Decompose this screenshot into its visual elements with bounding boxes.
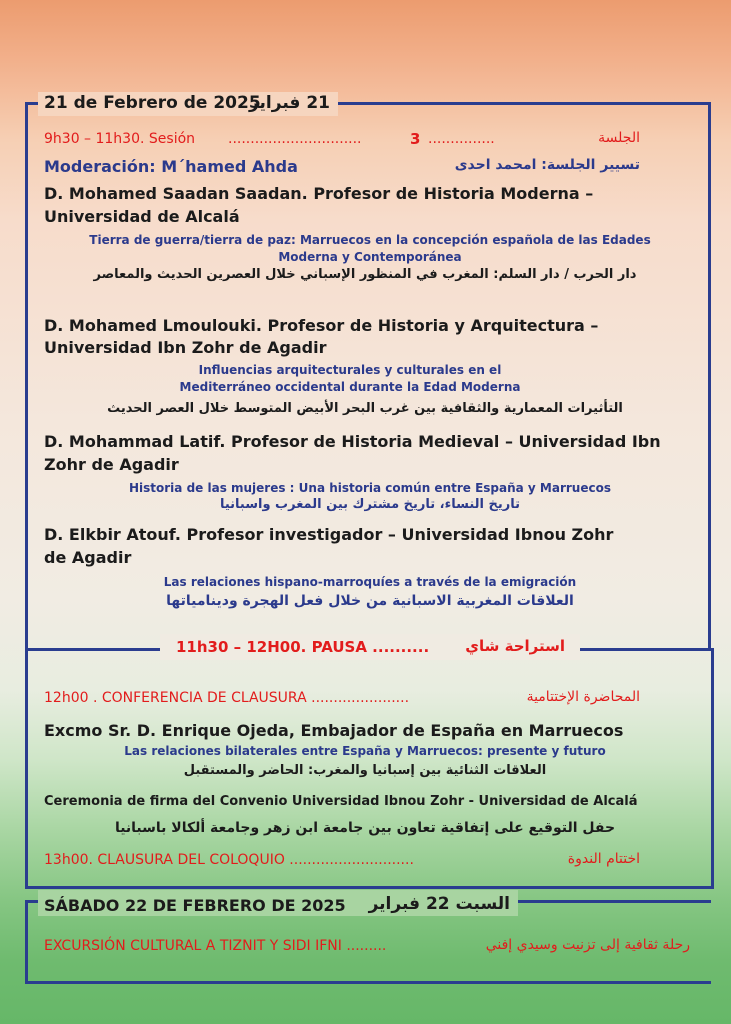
speaker-3-title-ar: تاريخ النساء، تاريخ مشترك بين المغرب واسبانيا: [219, 497, 521, 512]
speaker-1-title-ar: دار الحرب / دار السلم: المغرب في المنظور الإسباني خلال العصرين الحديث والمعاصر: [93, 267, 637, 282]
speaker-3-name-line2: Zohr de Agadir: [44, 455, 179, 474]
session-number: 3: [410, 130, 421, 148]
session-dots-es: ..............................: [228, 131, 362, 147]
session-dots-ar: ...............: [428, 131, 495, 147]
speaker-1-name-line2: Universidad de Alcalá: [44, 207, 240, 226]
speaker-3-name-line1: D. Mohammad Latif. Profesor de Historia Medieval – Universidad Ibn: [44, 432, 661, 451]
day2-header-es: SÁBADO 22 DE FEBRERO DE 2025: [44, 896, 346, 915]
speaker-4-name-line1: D. Elkbir Atouf. Profesor investigador – Universidad Ibnou Zohr: [44, 525, 614, 544]
session-label-ar: الجلسة: [598, 130, 640, 146]
closing-conf-es: 12h00 . CONFERENCIA DE CLAUSURA ......................: [44, 690, 410, 706]
excursion-ar: رحلة ثقافية إلى تزنيت وسيدي إفني: [485, 937, 690, 953]
excursion-es: EXCURSIÓN CULTURAL A TIZNIT Y SIDI IFNI .........: [44, 938, 387, 954]
closing-conf-ar: المحاضرة الإختتامية: [526, 689, 640, 705]
ceremony-ar: حفل التوقيع على إتفاقية تعاون بين جامعة ابن زهر وجامعة ألكالا باسبانيا: [114, 820, 616, 836]
speaker-2-title-es-line1: Influencias arquitecturales y culturales en el: [198, 363, 502, 377]
speaker-4-name-line2: de Agadir: [44, 548, 132, 567]
day1-header-ar: 21 فبراير: [248, 93, 330, 113]
speaker-3-title-es-line1: Historia de las mujeres : Una historia común entre España y Marruecos: [128, 481, 611, 495]
clausura-ar: اختتام الندوة: [567, 851, 640, 867]
day2-header-ar: السبت 22 فبراير: [368, 894, 510, 914]
ambassador-name: Excmo Sr. D. Enrique Ojeda, Embajador de España en Marruecos: [44, 721, 624, 740]
speaker-4-title-ar: العلاقات المغربية الاسبانية من خلال فعل الهجرة وديناميات‍ها: [166, 593, 574, 609]
speaker-1-title-es-line2: Moderna y Contemporánea: [278, 250, 462, 264]
speaker-2-name-line2: Universidad Ibn Zohr de Agadir: [44, 338, 327, 357]
speaker-2-name-line1: D. Mohamed Lmoulouki. Profesor de Historia y Arquitectura –: [44, 316, 599, 335]
speaker-2-title-ar: التأثيرات المعمارية والثقافية بين غرب البحر الأبيض المتوسط خلال العصر الحديث: [107, 401, 623, 416]
day1-header-es: 21 de Febrero de 2025: [44, 93, 261, 113]
session-time: 9h30 – 11h30. Sesión: [44, 131, 196, 147]
ceremony-es: Ceremonia de firma del Convenio Universidad Ibnou Zohr - Universidad de Alcalá: [44, 794, 638, 809]
ambassador-title-es: Las relaciones bilaterales entre España y Marruecos: presente y futuro: [124, 744, 606, 758]
moderation-ar: تسيير الجلسة: امحمد احدى: [454, 157, 640, 173]
ambassador-title-ar: العلاقات الثنائية بين إسبانيا والمغرب: الحاضر والمستقبل: [183, 763, 547, 778]
pause-ar: استراحة شاي: [465, 637, 565, 655]
moderation-es: Moderación: M´hamed Ahda: [44, 157, 298, 176]
speaker-1-name-line1: D. Mohamed Saadan Saadan. Profesor de Historia Moderna –: [44, 184, 594, 203]
pause-es: 11h30 – 12H00. PAUSA ..........: [176, 638, 430, 656]
speaker-1-title-es-line1: Tierra de guerra/tierra de paz: Marruecos en la concepción española de las Edades: [89, 233, 651, 247]
speaker-2-title-es-line2: Mediterráneo occidental durante la Edad Moderna: [179, 380, 521, 394]
speaker-4-title-es-line1: Las relaciones hispano-marroquíes a través de la emigración: [163, 575, 577, 589]
clausura-es: 13h00. CLAUSURA DEL COLOQUIO ............................: [44, 852, 414, 868]
